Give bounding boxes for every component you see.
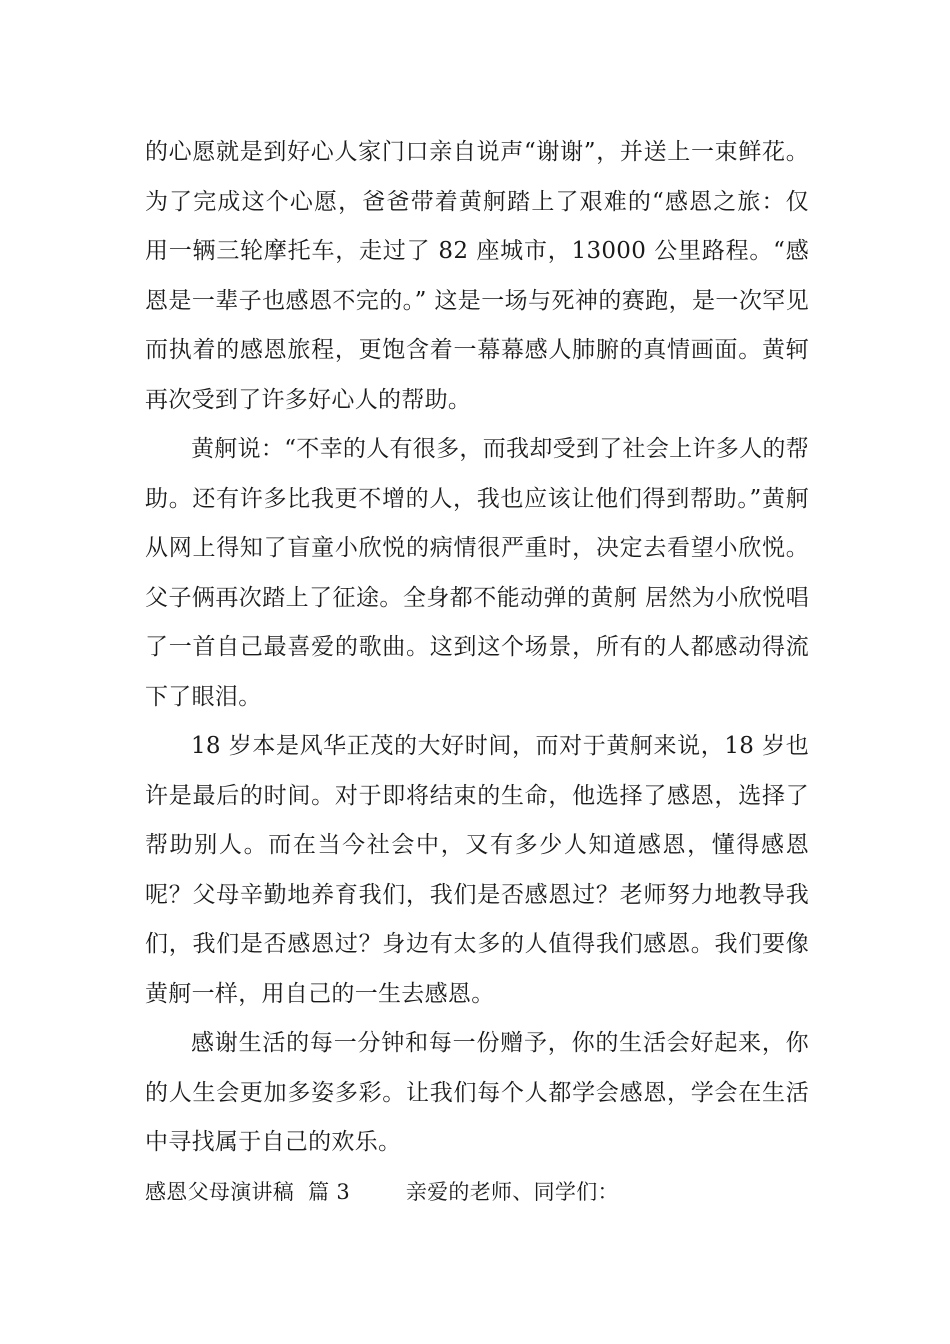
paragraph-4: 感谢生活的每一分钟和每一份赠予，你的生活会好起来，你的人生会更加多姿多彩。让我们每个人都学会感恩，学会在生活中寻找属于自己的欢乐。 bbox=[145, 1030, 809, 1155]
salutation: 亲爱的老师、同学们： bbox=[405, 1179, 619, 1204]
section-part: 篇 3 bbox=[308, 1179, 350, 1204]
paragraph-3: 18 岁本是风华正茂的大好时间，而对于黄舸来说，18 岁也许是最后的时间。对于即将结束的生命，他选择了感恩，选择了帮助别人。而在当今社会中，又有多少人知道感恩，懂得感恩呢？父母辛勤地养育我们，我们是否感恩过？老师努力地教导我们，我们是否感恩过？身边有太多的人值得我们感恩。我们要像黄舸一样，用自己的一生去感恩。 bbox=[145, 733, 809, 1007]
paragraph-1: 的心愿就是到好心人家门口亲自说声“谢谢”，并送上一束鲜花。为了完成这个心愿，爸爸带着黄舸踏上了艰难的“感恩之旅：仅用一辆三轮摩托车，走过了 82 座城市，13000 公里路程。“感恩是一辈子也感恩不完的。” 这是一场与死神的赛跑，是一次罕见而执着的感恩旅程，更饱含着一幕幕感人肺腑的真情画面。黄轲再次受到了许多好心人的帮助。 bbox=[145, 139, 809, 413]
section-title: 感恩父母演讲稿 bbox=[145, 1179, 295, 1204]
paragraph-2: 黄舸说：“不幸的人有很多，而我却受到了社会上许多人的帮助。还有许多比我更不增的人，我也应该让他们得到帮助。”黄舸从网上得知了盲童小欣悦的病情很严重时，决定去看望小欣悦。父子俩再次踏上了征途。全身都不能动弹的黄舸 居然为小欣悦唱了一首自己最喜爱的歌曲。这到这个场景，所有的人都感动得流下了眼泪。 bbox=[145, 436, 809, 710]
document-body bbox=[145, 128, 809, 1217]
section-heading bbox=[145, 1168, 809, 1218]
